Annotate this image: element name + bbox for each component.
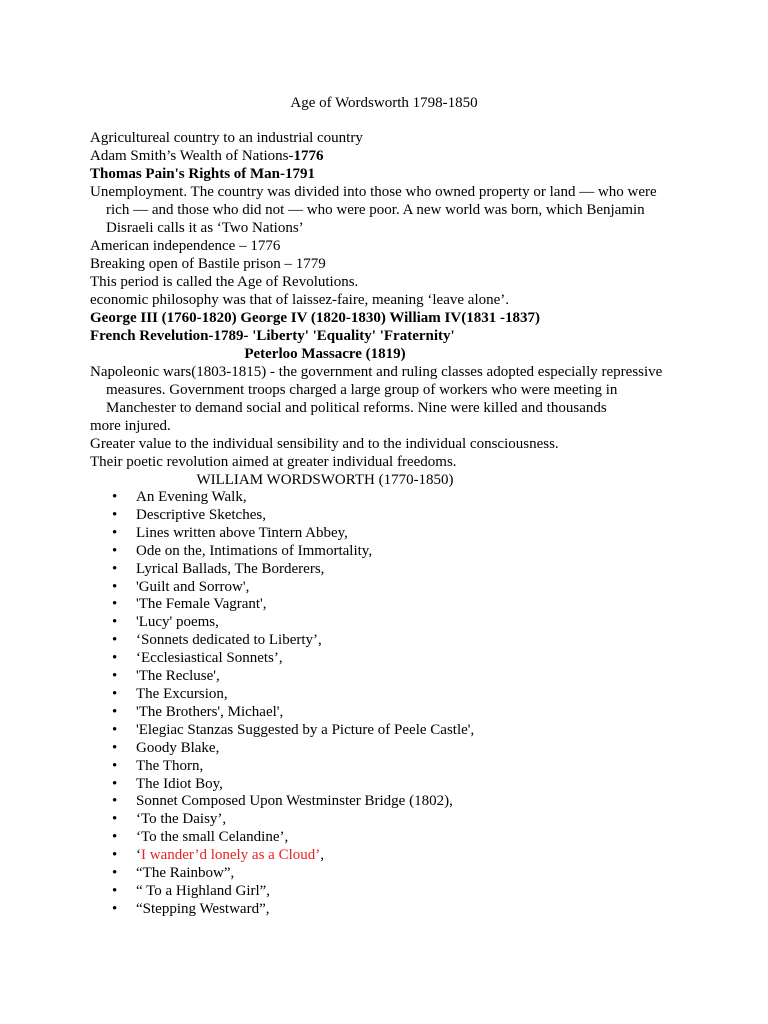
works-list-item bbox=[90, 525, 680, 543]
work-title: Lines written above Tintern Abbey, bbox=[136, 524, 348, 541]
bullet-icon: • bbox=[112, 865, 118, 882]
document-title: Age of Wordsworth 1798-1850 bbox=[290, 95, 478, 111]
bullet-icon: • bbox=[112, 596, 118, 613]
work-title: 'Lucy' poems, bbox=[136, 614, 219, 631]
bullet-icon: • bbox=[112, 703, 118, 720]
work-title: 'The Recluse', bbox=[136, 668, 220, 685]
works-list-item bbox=[90, 507, 680, 525]
works-list-item bbox=[90, 883, 680, 901]
works-list-item bbox=[90, 561, 680, 579]
works-list-item bbox=[90, 632, 680, 650]
bullet-icon: • bbox=[112, 650, 118, 667]
line-poetic-revolution: Their poetic revolution aimed at greater individual freedoms. bbox=[90, 454, 457, 470]
work-title: The Idiot Boy, bbox=[136, 775, 223, 792]
bullet-icon: • bbox=[112, 882, 118, 899]
work-title: 'The Female Vagrant', bbox=[136, 596, 267, 613]
line-age-of-revolutions: This period is called the Age of Revolutions. bbox=[90, 274, 359, 290]
line-adam-smith bbox=[90, 147, 680, 165]
bullet-icon: • bbox=[112, 900, 118, 917]
works-list-item bbox=[90, 901, 680, 919]
bullet-icon: • bbox=[112, 829, 118, 846]
bullet-icon: • bbox=[112, 811, 118, 828]
work-title: 'The Brothers', Michael', bbox=[136, 703, 284, 720]
bullet-icon: • bbox=[112, 721, 118, 738]
works-list-item bbox=[90, 704, 680, 722]
line-laissez-faire: economic philosophy was that of laissez-faire, meaning ‘leave alone’. bbox=[90, 292, 510, 308]
work-title: Sonnet Composed Upon Westminster Bridge (1802), bbox=[136, 793, 453, 810]
work-title: The Thorn, bbox=[136, 757, 204, 774]
work-title: Descriptive Sketches, bbox=[136, 506, 266, 523]
line-french-revolution: French Revelution-1789- 'Liberty' 'Equality' 'Fraternity' bbox=[90, 328, 455, 344]
bullet-icon: • bbox=[112, 524, 118, 541]
bullet-icon: • bbox=[112, 739, 118, 756]
line-agriculture: Agricultureal country to an industrial country bbox=[90, 130, 363, 146]
works-list bbox=[90, 489, 680, 919]
work-title: 'Guilt and Sorrow', bbox=[136, 578, 250, 595]
bullet-icon: • bbox=[112, 578, 118, 595]
work-title: An Evening Walk, bbox=[136, 489, 247, 505]
bullet-icon: • bbox=[112, 560, 118, 577]
bullet-icon: • bbox=[112, 847, 118, 864]
bullet-icon: • bbox=[112, 685, 118, 702]
work-title: “Stepping Westward”, bbox=[136, 900, 270, 917]
line-individual-sensibility: Greater value to the individual sensibility and to the individual consciousness. bbox=[90, 436, 559, 452]
line-more-injured: more injured. bbox=[90, 418, 171, 434]
works-list-item bbox=[90, 686, 680, 704]
line-bastile: Breaking open of Bastile prison – 1779 bbox=[90, 256, 326, 272]
work-title: “ To a Highland Girl”, bbox=[136, 882, 271, 899]
bullet-icon: • bbox=[112, 668, 118, 685]
bullet-icon: • bbox=[112, 542, 118, 559]
bullet-icon: • bbox=[112, 614, 118, 631]
work-title: Goody Blake, bbox=[136, 739, 220, 756]
works-list-item bbox=[90, 776, 680, 794]
work-title: Ode on the, Intimations of Immortality, bbox=[136, 542, 373, 559]
bullet-icon: • bbox=[112, 632, 118, 649]
work-title: ‘To the small Celandine’, bbox=[136, 829, 289, 846]
work-title: ‘To the Daisy’, bbox=[136, 811, 227, 828]
works-list-item bbox=[90, 489, 680, 507]
adam-smith-text: Adam Smith’s Wealth of Nations- bbox=[90, 148, 294, 164]
bullet-icon: • bbox=[112, 489, 118, 505]
line-peterloo: Peterloo Massacre (1819) bbox=[244, 346, 406, 362]
works-list-item bbox=[90, 650, 680, 668]
bullet-icon: • bbox=[112, 775, 118, 792]
works-list-item bbox=[90, 793, 680, 811]
work-title: 'Elegiac Stanzas Suggested by a Picture of Peele Castle', bbox=[136, 721, 475, 738]
works-list-item bbox=[90, 829, 680, 847]
adam-smith-year: 1776 bbox=[293, 148, 324, 164]
works-list-item bbox=[90, 847, 680, 865]
work-title: “The Rainbow”, bbox=[136, 865, 235, 882]
bullet-icon: • bbox=[112, 506, 118, 523]
works-list-item bbox=[90, 579, 680, 597]
works-list-item bbox=[90, 543, 680, 561]
work-title: The Excursion, bbox=[136, 685, 228, 702]
line-thomas-paine: Thomas Pain's Rights of Man-1791 bbox=[90, 166, 316, 182]
line-kings: George III (1760-1820) George IV (1820-1830) William IV(1831 -1837) bbox=[90, 310, 540, 326]
bullet-icon: • bbox=[112, 757, 118, 774]
work-title: Lyrical Ballads, The Borderers, bbox=[136, 560, 325, 577]
document-body bbox=[90, 129, 680, 919]
works-list-item bbox=[90, 614, 680, 632]
works-list-item bbox=[90, 758, 680, 776]
highlight-red-text: I wander’d lonely as a Cloud’ bbox=[141, 847, 321, 864]
works-list-item bbox=[90, 740, 680, 758]
line-unemployment: Unemployment. The country was divided into those who owned property or land — who were rich — and those who did not — who were poor. A new world was born, which Benjamin Disraeli calls it as ‘Two Nations’ bbox=[90, 184, 657, 236]
works-list-item bbox=[90, 596, 680, 614]
work-title: ‘Sonnets dedicated to Liberty’, bbox=[136, 632, 322, 649]
bullet-icon: • bbox=[112, 793, 118, 810]
highlight-open-quote: ‘ bbox=[136, 847, 141, 864]
works-list-item bbox=[90, 668, 680, 686]
line-napoleonic-wars: Napoleonic wars(1803-1815) - the government and ruling classes adopted especially repressive measures. Government troops charged a large group of workers who were meeting in Manchester to demand social and political reforms. Nine were killed and thousands bbox=[90, 364, 663, 416]
line-american-independence: American independence – 1776 bbox=[90, 238, 281, 254]
works-list-item bbox=[90, 811, 680, 829]
work-title: ‘Ecclesiastical Sonnets’, bbox=[136, 650, 283, 667]
wordsworth-heading: WILLIAM WORDSWORTH (1770-1850) bbox=[196, 472, 454, 488]
highlight-tail: , bbox=[320, 847, 325, 864]
works-list-item bbox=[90, 865, 680, 883]
works-list-item bbox=[90, 722, 680, 740]
